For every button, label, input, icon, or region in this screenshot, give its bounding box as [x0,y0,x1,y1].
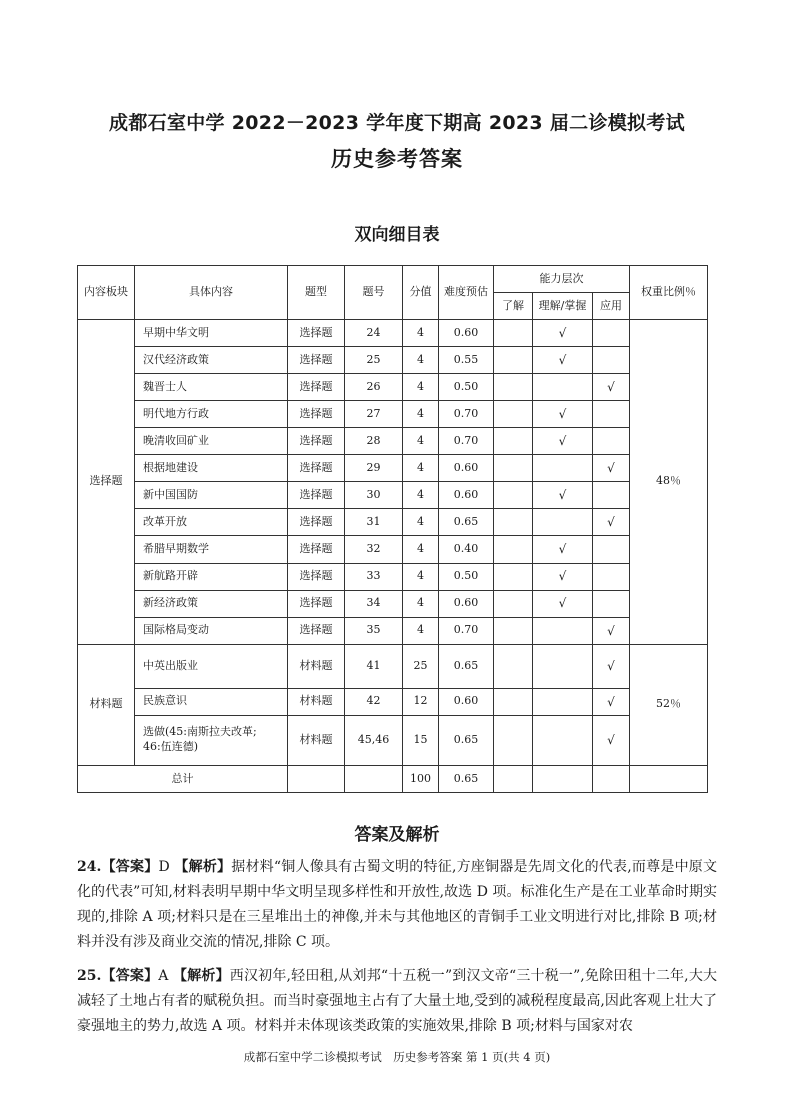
table-row [78,563,708,590]
score-cell: 4 [403,563,439,590]
apply-cell [593,320,630,347]
answer-letter: D [158,859,170,875]
difficulty-cell: 0.65 [439,509,494,536]
header-weight: 权重比例％ [630,266,708,320]
score-cell: 4 [403,590,439,617]
understand-cell [494,563,533,590]
comprehend-cell [533,617,593,644]
understand-cell [494,428,533,455]
table-header-row [78,266,708,293]
qnum-cell: 28 [345,428,403,455]
qtype-cell: 选择题 [288,617,345,644]
understand-cell [494,482,533,509]
comprehend-cell [533,509,593,536]
content-cell: 新中国国防 [135,482,288,509]
understand-cell [494,347,533,374]
table-row [78,320,708,347]
table-row [78,374,708,401]
score-cell: 4 [403,509,439,536]
table-row [78,617,708,644]
comprehend-cell [533,688,593,715]
total-difficulty-cell: 0.65 [439,765,494,792]
table-row [78,590,708,617]
table-row [78,401,708,428]
header-score: 分值 [403,266,439,320]
qnum-cell: 34 [345,590,403,617]
apply-cell [593,401,630,428]
difficulty-cell: 0.55 [439,347,494,374]
comprehend-cell: √ [533,536,593,563]
content-cell: 根据地建设 [135,455,288,482]
comprehend-cell: √ [533,347,593,374]
apply-cell: √ [593,688,630,715]
qnum-cell: 33 [345,563,403,590]
header-difficulty: 难度预估 [439,266,494,320]
table-body [78,266,708,793]
score-cell: 25 [403,644,439,688]
table-row [78,715,708,765]
content-line: 选做(45:南斯拉夫改革; [143,725,257,739]
score-cell: 4 [403,617,439,644]
analysis-tag: 【解析】 [173,968,230,984]
qtype-cell: 选择题 [288,320,345,347]
comprehend-cell [533,644,593,688]
table-row [78,644,708,688]
total-score-cell: 100 [403,765,439,792]
content-cell: 汉代经济政策 [135,347,288,374]
content-cell: 明代地方行政 [135,401,288,428]
table-row [78,509,708,536]
qtype-cell: 选择题 [288,428,345,455]
qtype-cell: 选择题 [288,482,345,509]
score-cell: 4 [403,455,439,482]
question-number: 24. [77,859,102,875]
qtype-cell: 材料题 [288,644,345,688]
comprehend-cell [533,455,593,482]
total-empty-cell [593,765,630,792]
apply-cell [593,428,630,455]
weight-cell: 52％ [630,644,708,765]
apply-cell: √ [593,715,630,765]
total-row [78,765,708,792]
understand-cell [494,401,533,428]
specification-table [77,265,708,793]
score-cell: 4 [403,320,439,347]
answers-section-title: 答案及解析 [354,825,440,845]
score-cell: 4 [403,374,439,401]
difficulty-cell: 0.60 [439,590,494,617]
qtype-cell: 材料题 [288,688,345,715]
difficulty-cell: 0.50 [439,563,494,590]
answer-letter: A [158,968,169,984]
header-qnum: 题号 [345,266,403,320]
module-cell: 材料题 [78,644,135,765]
qnum-cell: 29 [345,455,403,482]
table-row [78,428,708,455]
difficulty-cell: 0.40 [439,536,494,563]
score-cell: 4 [403,347,439,374]
apply-cell [593,536,630,563]
qtype-cell: 选择题 [288,347,345,374]
comprehend-cell [533,715,593,765]
comprehend-cell: √ [533,320,593,347]
question-number: 25. [77,968,102,984]
understand-cell [494,374,533,401]
difficulty-cell: 0.50 [439,374,494,401]
answer-tag: 【答案】 [101,859,159,875]
understand-cell [494,536,533,563]
difficulty-cell: 0.60 [439,455,494,482]
difficulty-cell: 0.60 [439,688,494,715]
difficulty-cell: 0.60 [439,320,494,347]
module-cell: 选择题 [78,320,135,645]
content-cell [135,715,288,765]
content-cell: 魏晋士人 [135,374,288,401]
difficulty-cell: 0.65 [439,644,494,688]
score-cell: 4 [403,536,439,563]
qnum-cell: 41 [345,644,403,688]
table-row [78,347,708,374]
analysis-text: 据材料“铜人像具有古蜀文明的特征,方座铜器是先周文化的代表,而尊是中原文化的代表”可知,材料表明早期中华文明呈现多样性和开放性,故选 D 项。标准化生产是在工业革命时期实现的,排除 A 项;材料只是在三星堆出土的神像,并未与其他地区的青铜手工业文明进行对比,排除 B 项;材料并没有涉及商业交流的情况,排除 C 项。 [77,859,718,950]
header-module: 内容板块 [78,266,135,320]
page-footer: 成都石室中学二诊模拟考试 历史参考答案 第 1 页(共 4 页) [243,1050,551,1064]
qnum-cell: 26 [345,374,403,401]
understand-cell [494,644,533,688]
qtype-cell: 选择题 [288,509,345,536]
comprehend-cell: √ [533,590,593,617]
apply-cell: √ [593,455,630,482]
apply-cell: √ [593,617,630,644]
understand-cell [494,320,533,347]
difficulty-cell: 0.60 [439,482,494,509]
score-cell: 12 [403,688,439,715]
qtype-cell: 选择题 [288,536,345,563]
qtype-cell: 材料题 [288,715,345,765]
total-empty-cell [494,765,533,792]
difficulty-cell: 0.70 [439,428,494,455]
exam-title: 成都石室中学 2022－2023 学年度下期高 2023 届二诊模拟考试 [109,112,685,134]
table-row [78,455,708,482]
analysis-text: 西汉初年,轻田租,从刘邦“十五税一”到汉文帝“三十税一”,免除田租十二年,大大减轻了土地占有者的赋税负担。而当时豪强地主占有了大量土地,受到的减税程度最高,因此客观上壮大了豪强地主的势力,故选 A 项。材料并未体现该类政策的实施效果,排除 B 项;材料与国家对农 [77,968,717,1034]
content-cell: 新经济政策 [135,590,288,617]
qnum-cell: 31 [345,509,403,536]
answer-tag: 【答案】 [101,968,159,984]
total-empty-cell [533,765,593,792]
apply-cell: √ [593,509,630,536]
comprehend-cell: √ [533,482,593,509]
weight-cell: 48％ [630,320,708,645]
apply-cell [593,590,630,617]
table-section-title: 双向细目表 [354,225,440,245]
score-cell: 4 [403,482,439,509]
understand-cell [494,590,533,617]
content-cell: 国际格局变动 [135,617,288,644]
apply-cell [593,347,630,374]
header-qtype: 题型 [288,266,345,320]
qnum-cell: 42 [345,688,403,715]
score-cell: 15 [403,715,439,765]
total-empty-cell [288,765,345,792]
score-cell: 4 [403,401,439,428]
qtype-cell: 选择题 [288,374,345,401]
qnum-cell: 30 [345,482,403,509]
answer-key-title: 历史参考答案 [331,147,463,171]
content-cell: 早期中华文明 [135,320,288,347]
header-comprehend: 理解/掌握 [533,293,593,320]
apply-cell [593,563,630,590]
content-cell: 希腊早期数学 [135,536,288,563]
answer-item-25 [77,964,717,1039]
content-line: 46:伍连德) [143,740,198,754]
comprehend-cell: √ [533,563,593,590]
qnum-cell: 24 [345,320,403,347]
score-cell: 4 [403,428,439,455]
total-empty-cell [630,765,708,792]
apply-cell: √ [593,644,630,688]
table-row [78,536,708,563]
qnum-cell: 45,46 [345,715,403,765]
comprehend-cell [533,374,593,401]
total-empty-cell [345,765,403,792]
header-ability: 能力层次 [494,266,630,293]
qtype-cell: 选择题 [288,401,345,428]
qnum-cell: 35 [345,617,403,644]
total-label-cell: 总计 [78,765,288,792]
table-row [78,688,708,715]
qnum-cell: 32 [345,536,403,563]
content-cell: 新航路开辟 [135,563,288,590]
understand-cell [494,509,533,536]
header-understand: 了解 [494,293,533,320]
qnum-cell: 27 [345,401,403,428]
qnum-cell: 25 [345,347,403,374]
qtype-cell: 选择题 [288,455,345,482]
understand-cell [494,715,533,765]
header-apply: 应用 [593,293,630,320]
content-cell: 中英出版业 [135,644,288,688]
comprehend-cell: √ [533,428,593,455]
difficulty-cell: 0.70 [439,401,494,428]
comprehend-cell: √ [533,401,593,428]
difficulty-cell: 0.65 [439,715,494,765]
header-content: 具体内容 [135,266,288,320]
content-cell: 改革开放 [135,509,288,536]
understand-cell [494,617,533,644]
qtype-cell: 选择题 [288,563,345,590]
apply-cell [593,482,630,509]
answer-item-24 [77,855,717,955]
content-cell: 民族意识 [135,688,288,715]
apply-cell: √ [593,374,630,401]
qtype-cell: 选择题 [288,590,345,617]
understand-cell [494,455,533,482]
difficulty-cell: 0.70 [439,617,494,644]
table-row [78,482,708,509]
content-cell: 晚清收回矿业 [135,428,288,455]
analysis-tag: 【解析】 [174,859,232,875]
understand-cell [494,688,533,715]
